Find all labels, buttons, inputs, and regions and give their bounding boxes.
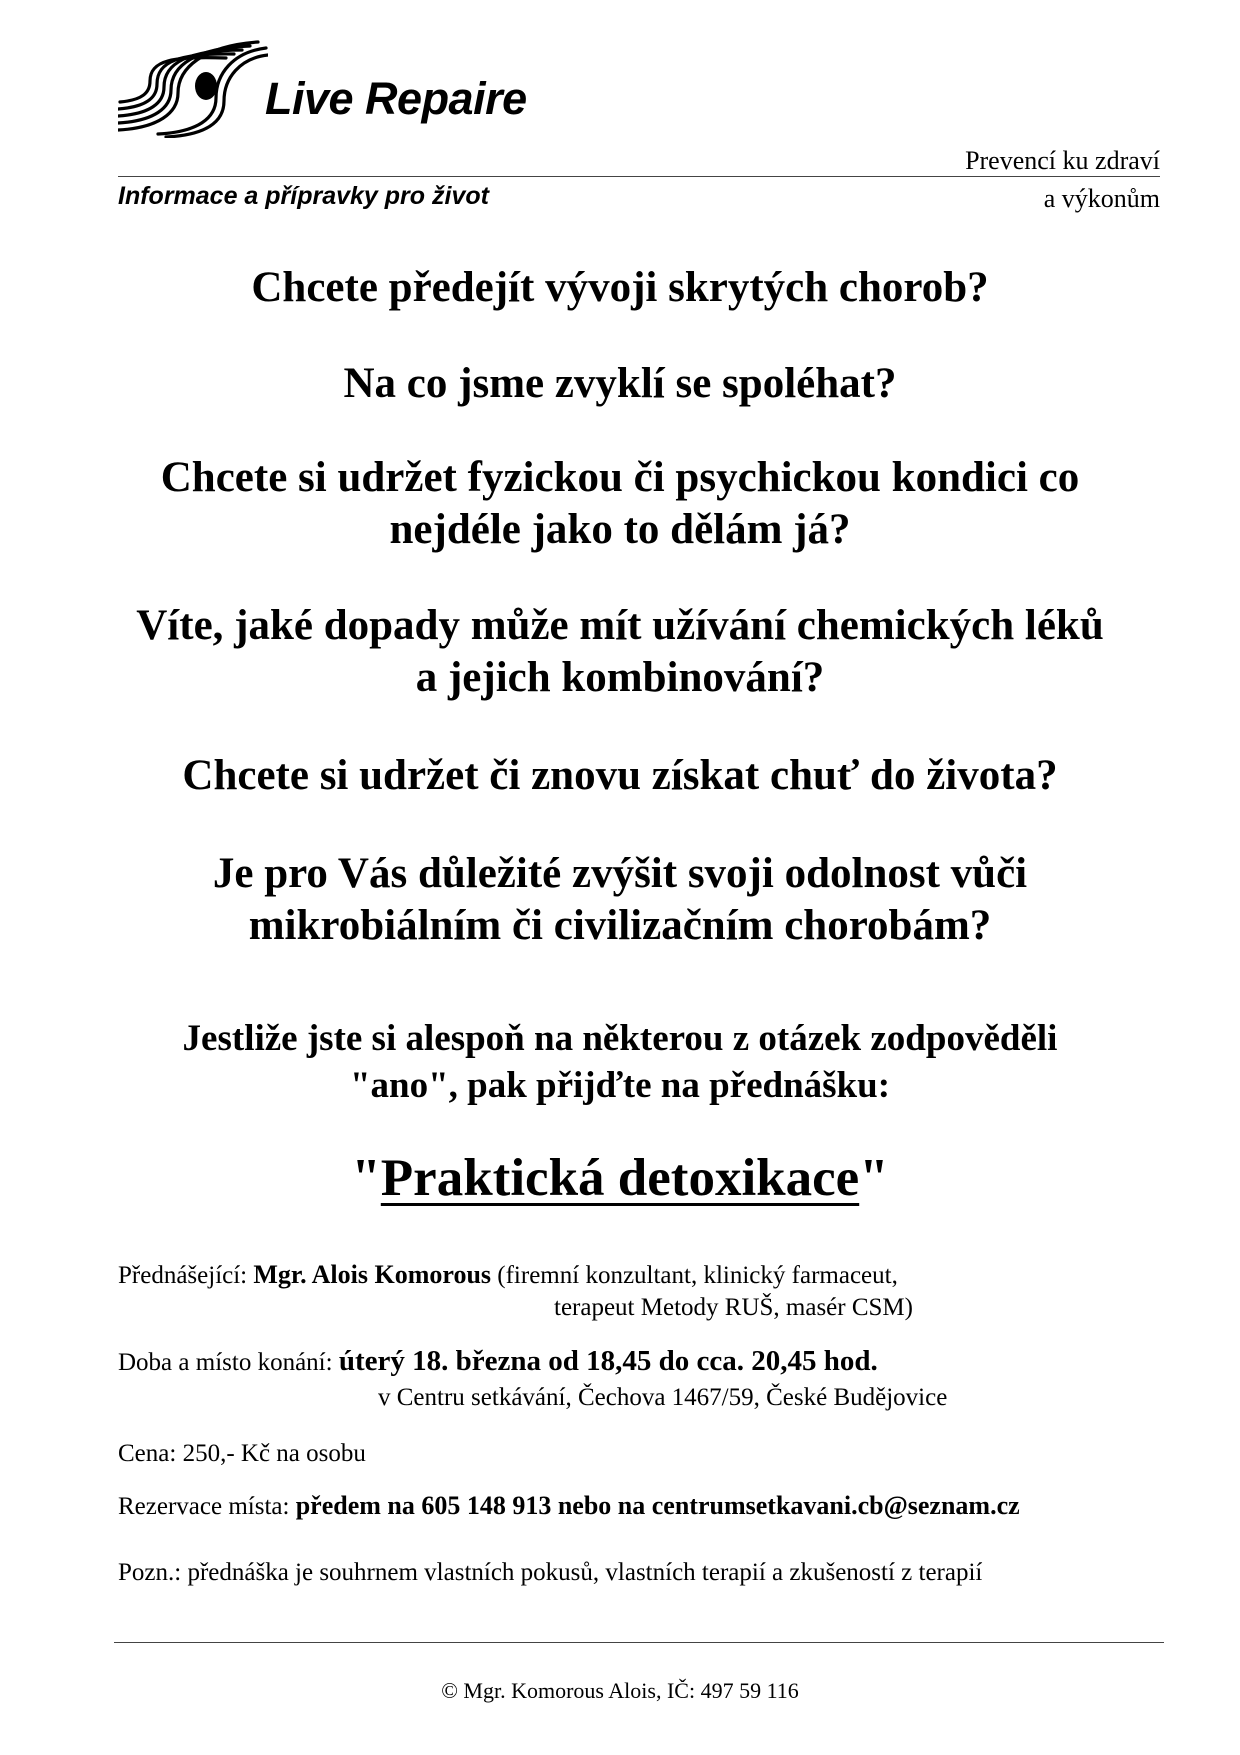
header-divider [118,176,1160,177]
brand-name: Live Repaire [265,73,527,124]
reservation-label: Rezervace místa: [118,1493,290,1520]
title-quote-open: " [351,1149,381,1207]
question-4-line-2: a jejich kombinování? [415,654,825,701]
question-3-line-1: Chcete si udržet fyzickou či psychickou kondici co [160,454,1080,501]
lecturer-row [118,1258,898,1292]
question-3-line-2: nejdéle jako to dělám já? [389,506,851,553]
place: v Centru setkávání, Čechova 1467/59, České Budějovice [378,1384,948,1411]
motto-line-2: a výkonům [1043,184,1160,213]
title-text: Praktická detoxikace [380,1149,860,1207]
question-4-line-1: Víte, jaké dopady může mít užívání chemických léků [136,602,1104,649]
question-2: Na co jsme zvyklí se spoléhat? [343,360,897,407]
invite-line-2: "ano", pak přijďte na přednášku: [349,1065,891,1106]
note: Pozn.: přednáška je souhrnem vlastních pokusů, vlastních terapií a zkušeností z terapií [118,1559,983,1586]
lecturer-desc-1: (firemní konzultant, klinický farmaceut, [497,1262,898,1289]
logo-dot-icon [195,72,217,100]
question-6-line-1: Je pro Vás důležité zvýšit svoji odolnost vůči [212,850,1028,897]
lecturer-desc-2: terapeut Metody RUŠ, masér CSM) [554,1294,913,1321]
live-repaire-logo [118,38,268,138]
time-label: Doba a místo konání: [118,1349,333,1376]
title-quote-close: " [859,1149,889,1207]
time-value: úterý 18. března od 18,45 do cca. 20,45 hod. [338,1345,878,1377]
footer-copyright: © Mgr. Komorous Alois, IČ: 497 59 116 [441,1678,799,1703]
question-5: Chcete si udržet či znovu získat chuť do života? [182,752,1058,799]
question-1: Chcete předejít vývoji skrytých chorob? [251,264,989,311]
invite-line-1: Jestliže jste si alespoň na některou z otázek zodpověděli [182,1018,1058,1059]
lecture-title [100,1148,1140,1208]
reservation-value: předem na 605 148 913 nebo na centrumsetkavani.cb@seznam.cz [295,1491,1020,1520]
motto-line-1: Prevencí ku zdraví [965,146,1160,175]
reservation-row [118,1489,1020,1523]
footer-divider [114,1642,1164,1643]
lecturer-label: Přednášející: [118,1262,248,1289]
time-row [118,1345,878,1379]
tagline: Informace a přípravky pro život [118,182,489,210]
lecturer-name: Mgr. Alois Komorous [253,1260,492,1289]
price: Cena: 250,- Kč na osobu [118,1440,366,1467]
question-6-line-2: mikrobiálním či civilizačním chorobám? [248,902,992,949]
